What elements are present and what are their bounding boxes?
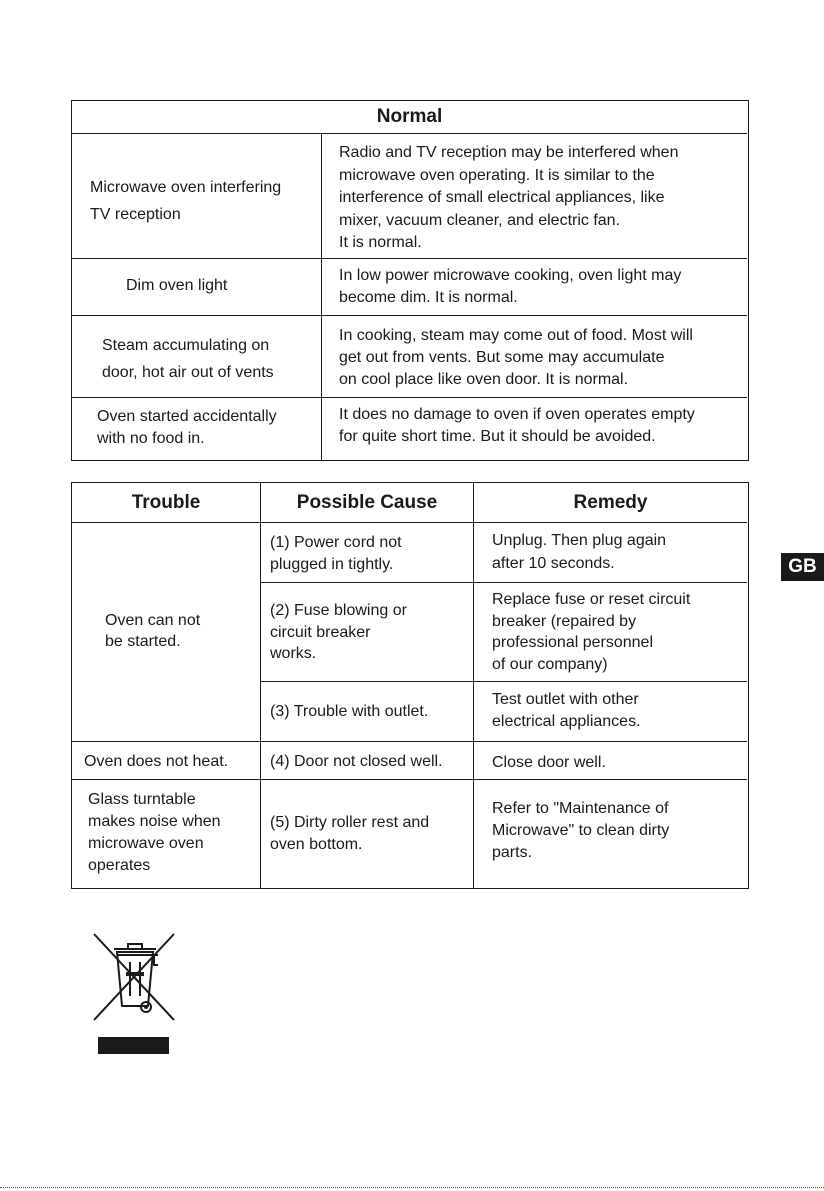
normal-issue: Steam accumulating on door, hot air out of vents bbox=[102, 337, 274, 381]
normal-explanation: Radio and TV reception may be interfered when microwave oven operating. It is similar to the interference of small electrical appliances, like mixer, vacuum cleaner, and electric fan. It is normal. bbox=[339, 144, 679, 251]
cause-cell: (3) Trouble with outlet. bbox=[270, 703, 429, 720]
normal-issue: Microwave oven interfering TV reception bbox=[90, 179, 282, 223]
language-tab: GB bbox=[781, 553, 824, 581]
normal-explanation: It does no damage to oven if oven operates empty for quite short time. But it should be avoided. bbox=[339, 406, 695, 445]
normal-column-divider bbox=[321, 133, 322, 460]
crossed-out-wheelie-bin-icon bbox=[88, 928, 180, 1026]
normal-explanation: In low power microwave cooking, oven light may become dim. It is normal. bbox=[339, 267, 682, 306]
remedy-cell: Unplug. Then plug again after 10 seconds. bbox=[492, 532, 667, 572]
trouble-column-header: Trouble bbox=[131, 492, 201, 513]
trouble-row-divider bbox=[72, 779, 747, 780]
normal-row-divider bbox=[72, 397, 747, 398]
trouble-cell: Oven can not be started. bbox=[105, 612, 201, 650]
cause-cell: (5) Dirty roller rest and oven bottom. bbox=[270, 814, 430, 853]
cause-column-header: Possible Cause bbox=[296, 492, 438, 513]
trouble-row-divider bbox=[72, 741, 747, 742]
trouble-cell: Oven does not heat. bbox=[84, 753, 229, 770]
cause-column-divider bbox=[473, 483, 474, 888]
normal-header-divider bbox=[72, 133, 747, 134]
normal-table bbox=[71, 100, 749, 461]
trouble-header-divider bbox=[72, 522, 747, 523]
weee-marking-bar bbox=[98, 1037, 169, 1054]
remedy-column-header: Remedy bbox=[573, 492, 648, 513]
bottom-dotted-rule bbox=[0, 1187, 824, 1188]
cause-cell: (2) Fuse blowing or circuit breaker works. bbox=[270, 602, 407, 662]
cause-cell: (4) Door not closed well. bbox=[270, 753, 443, 770]
trouble-cell: Glass turntable makes noise when microwave oven operates bbox=[88, 791, 221, 874]
remedy-cell: Replace fuse or reset circuit breaker (repaired by professional personnel of our company) bbox=[492, 591, 691, 673]
normal-table-header: Normal bbox=[376, 106, 443, 127]
trouble-column-divider bbox=[260, 483, 261, 888]
normal-explanation: In cooking, steam may come out of food. Most will get out from vents. But some may accumulate on cool place like oven door. It is normal. bbox=[339, 327, 693, 388]
remedy-cell: Refer to "Maintenance of Microwave" to clean dirty parts. bbox=[492, 800, 670, 861]
remedy-cell: Test outlet with other electrical appliances. bbox=[492, 691, 641, 730]
trouble-table bbox=[71, 482, 749, 889]
normal-row-divider bbox=[72, 315, 747, 316]
normal-issue: Oven started accidentally with no food in. bbox=[97, 408, 277, 447]
normal-issue: Dim oven light bbox=[126, 277, 228, 294]
normal-row-divider bbox=[72, 258, 747, 259]
cause-row-divider bbox=[260, 582, 747, 583]
remedy-cell: Close door well. bbox=[492, 754, 606, 771]
cause-cell: (1) Power cord not plugged in tightly. bbox=[270, 534, 402, 573]
cause-row-divider bbox=[260, 681, 747, 682]
